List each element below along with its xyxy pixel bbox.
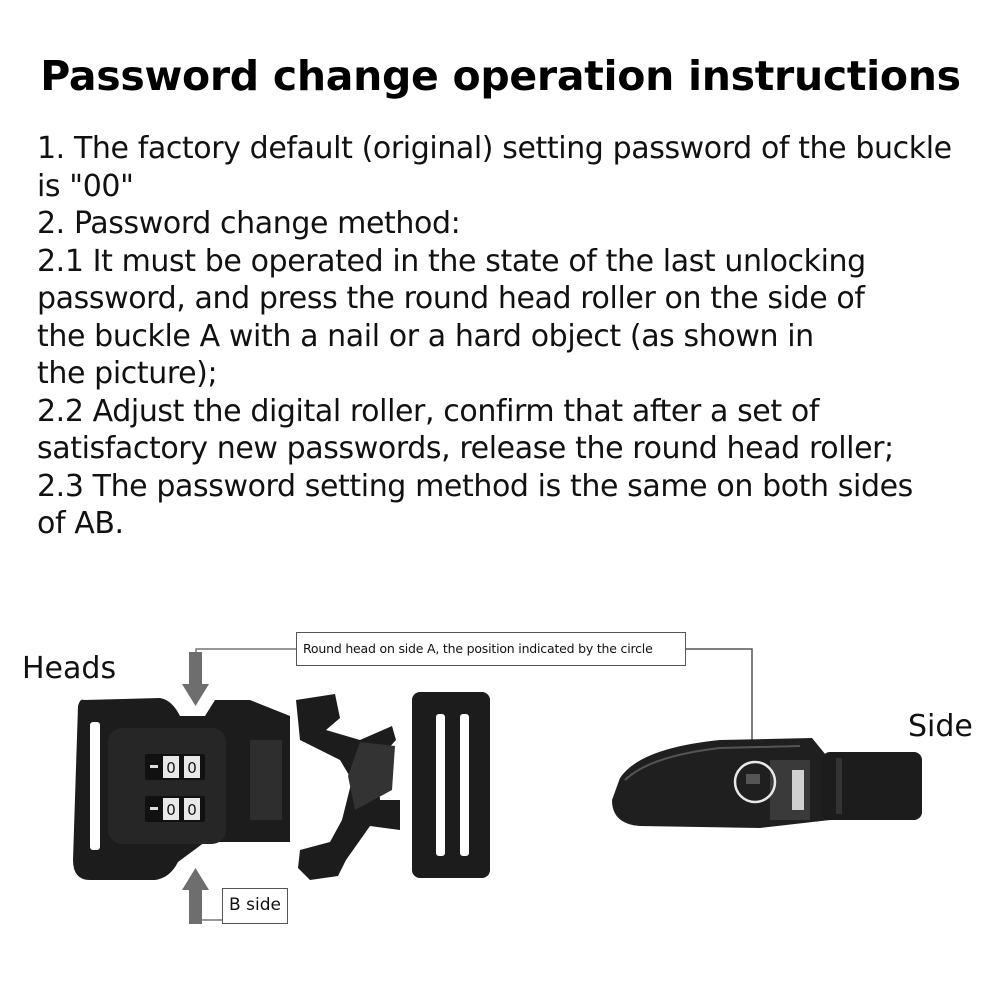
- down-arrow-icon: [182, 652, 209, 706]
- instruction-line: the buckle A with a nail or a hard object (as shown in: [37, 318, 814, 354]
- callout-side-b: B side: [222, 888, 288, 924]
- svg-text:0: 0: [166, 759, 176, 777]
- male-buckle: [296, 692, 490, 880]
- combination-dial-top: [145, 754, 205, 780]
- instruction-line: password, and press the round head roller on the side of: [37, 281, 865, 316]
- instruction-line: is "00": [37, 168, 134, 204]
- svg-text:0: 0: [166, 801, 176, 819]
- instruction-line: of AB.: [37, 506, 124, 541]
- instruction-line: the picture);: [37, 356, 218, 391]
- page-title: Password change operation instructions: [40, 52, 961, 100]
- instruction-line: 2.1 It must be operated in the state of the last unlocking: [37, 243, 866, 279]
- svg-text:0: 0: [187, 801, 197, 819]
- side-label: Side: [908, 709, 973, 744]
- callout-side-a: Round head on side A, the position indicated by the circle: [296, 632, 686, 666]
- instruction-line: 2. Password change method:: [37, 206, 461, 241]
- svg-text:0: 0: [187, 759, 197, 777]
- female-buckle: [73, 698, 290, 880]
- side-view-buckle: [612, 738, 922, 828]
- heads-arrow-connector: [196, 649, 296, 676]
- heads-label: Heads: [22, 651, 117, 686]
- instruction-line: 2.3 The password setting method is the same on both sides: [37, 468, 913, 504]
- up-arrow-icon: [182, 868, 209, 924]
- instruction-line: satisfactory new passwords, release the round head roller;: [37, 431, 894, 466]
- instruction-line: 1. The factory default (original) setting password of the buckle: [37, 131, 952, 166]
- instruction-line: 2.2 Adjust the digital roller, confirm that after a set of: [37, 393, 819, 429]
- combination-dial-bottom: [145, 796, 205, 822]
